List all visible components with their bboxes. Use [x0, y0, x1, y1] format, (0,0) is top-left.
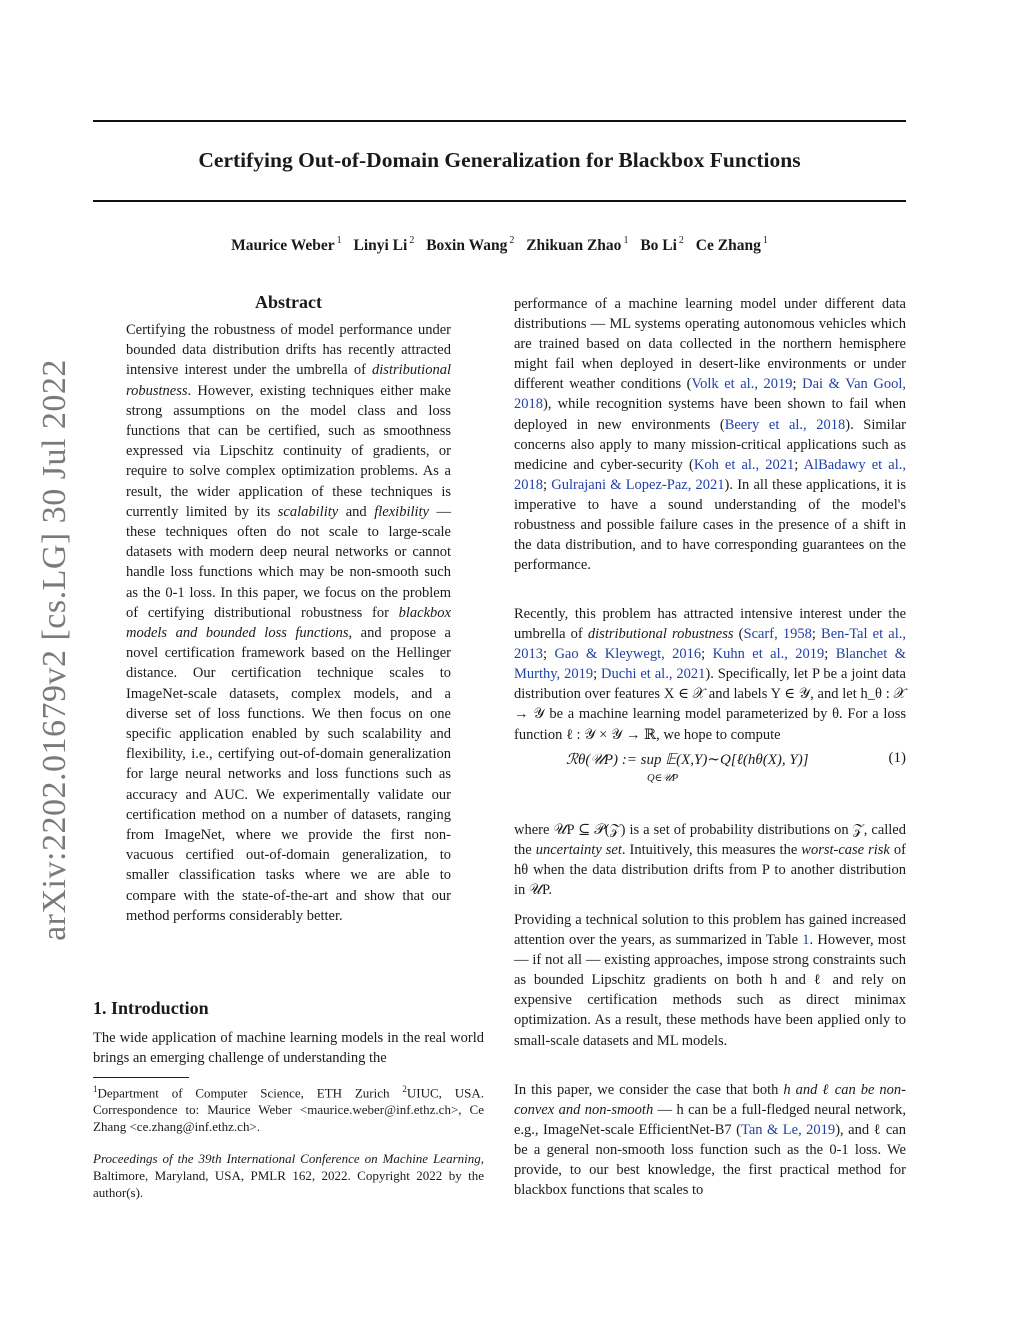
- equation-1: [514, 748, 906, 788]
- right-para-5: In this paper, we consider the case that both h and ℓ can be non-convex and non-smooth — h can be a full-fledged neural network, e.g., ImageNet-scale EfficientNet-B7 (Tan & Le, 2019), and ℓ can be a general non-smooth loss function such as the 0-1 loss. We provide, to our best knowledge, the first practical method for blackbox functions that scales to: [514, 1082, 907, 1199]
- author: Bo Li $^2$: [640, 235, 684, 255]
- introduction-text: The wide application of machine learning models in the real world brings an emerging challenge of understanding the: [93, 1030, 484, 1067]
- right-para-3: where 𝒰P ⊆ 𝒫(𝒵) is a set of probability distributions on 𝒵, called the uncertainty set. Intuitively, this measures the worst-case risk of hθ when the data distribution drifts from P to another distribution in 𝒰P.: [514, 822, 906, 899]
- right-para-1: performance of a machine learning model under different data distributions — ML systems operating autonomous vehicles which are trained based on data collected in the northern hemisphere might fail when deployed in desert-like environments or under different weather conditions (Volk et al., 2019; Dai & Van Gool, 2018), while recognition systems have been shown to fail when deployed in new environments (Beery et al., 2018). Similar concerns also apply to many mission-critical applications such as medicine and cyber-security (Koh et al., 2021; AlBadawy et al., 2018; Gulrajani & Lopez-Paz, 2021). In all these applications, it is imperative to have a sound understanding of the model's robustness and possible failure cases in the presence of a shift in the data distribution, and to have corresponding guarantees on the performance.: [514, 296, 907, 574]
- citation-link[interactable]: Gao & Kleywegt, 2016: [554, 646, 702, 663]
- table-reference-link[interactable]: 1: [802, 932, 810, 949]
- section-heading-introduction: 1. Introduction: [93, 998, 209, 1018]
- citation-link[interactable]: Gulrajani & Lopez-Paz, 2021: [551, 476, 725, 493]
- footnote-rule: [93, 1077, 189, 1078]
- citation-link[interactable]: Volk et al., 2019: [691, 376, 793, 393]
- abstract-heading: Abstract: [255, 292, 322, 312]
- title-bottom-rule: [93, 200, 906, 202]
- citation-link[interactable]: Duchi et al., 2021: [601, 666, 706, 683]
- abstract-body: Certifying the robustness of model performance under bounded data distribution drifts has recently attracted intensive interest under the umbrella of distributional robustness. However, existing techniques either make strong assumptions on the model class and loss functions that can be certified, such as smoothness expressed via Lipschitz continuity of gradients, or require to solve complex optimization problems. As a result, the wider application of these techniques is currently limited by its scalability and flexibility — these techniques often do not scale to large-scale datasets with modern deep neural networks or cannot handle loss functions which may be non-smooth such as the 0-1 loss. In this paper, we focus on the problem of certifying distributional robustness for blackbox models and bounded loss functions, and propose a novel certification framework based on the Hellinger distance. Our certification technique scales to ImageNet-scale datasets, complex models, and a diverse set of loss functions. We then focus on one specific application enabled by such scalability and flexibility, i.e., certifying out-of-domain generalization for large neural networks and loss functions such as accuracy and AUC. We experimentally validate our certification method on a number of datasets, ranging from ImageNet, where we provide the first non-vacuous certified out-of-domain generalization, to smaller classification tasks where we are able to compare with the state-of-the-art and show that our method performs considerably better.: [126, 322, 452, 924]
- author: Boxin Wang $^2$: [426, 235, 515, 255]
- citation-link[interactable]: AlBadawy et al., 2018: [514, 456, 906, 493]
- arxiv-stamp: arXiv:2202.01679v2 [cs.LG] 30 Jul 2022: [36, 359, 73, 941]
- citation-link[interactable]: Tan & Le, 2019: [740, 1122, 836, 1139]
- citation-link[interactable]: Scarf, 1958: [743, 626, 812, 643]
- author-list: [93, 236, 906, 255]
- right-para-4: Providing a technical solution to this problem has gained increased attention over the years, as summarized in Table 1. However, most — if not all — existing approaches, impose strong constraints such as bounded Lipschitz gradients on both h and ℓ and rely on expensive certification methods such as direct minimax optimization. As a result, these methods have been applied only to small-scale datasets and ML models.: [514, 912, 906, 1049]
- citation-link[interactable]: Blanchet & Murthy, 2019: [514, 646, 906, 683]
- citation-link[interactable]: Dai & Van Gool, 2018: [514, 376, 906, 413]
- right-para-2: Recently, this problem has attracted intensive interest under the umbrella of distributional robustness (Scarf, 1958; Ben-Tal et al., 2013; Gao & Kleywegt, 2016; Kuhn et al., 2019; Blanchet & Murthy, 2019; Duchi et al., 2021). Specifically, let P be a joint data distribution over features X ∈ 𝒳 and labels Y ∈ 𝒴, and let h_θ : 𝒳 → 𝒴 be a machine learning model parameterized by θ. For a loss function ℓ : 𝒴 × 𝒴 → ℝ, we hope to compute: [514, 606, 906, 743]
- author: Zhikuan Zhao $^1$: [526, 235, 629, 255]
- equation-body: ℛθ(𝒰P) := sup 𝔼(X,Y)∼Q[ℓ(hθ(X), Y)]: [566, 752, 809, 768]
- citation-link[interactable]: Ben-Tal et al., 2013: [514, 626, 906, 663]
- author: Linyi Li $^2$: [353, 235, 415, 255]
- author: Maurice Weber $^1$: [231, 235, 342, 255]
- citation-link[interactable]: Kuhn et al., 2019: [712, 646, 825, 663]
- paper-title: Certifying Out-of-Domain Generalization for Blackbox Functions: [198, 148, 801, 172]
- author: Ce Zhang $^1$: [695, 235, 768, 255]
- citation-link[interactable]: Beery et al., 2018: [724, 416, 846, 433]
- affiliation-footnotes: $^1$Department of Computer Science, ETH Zurich $^2$UIUC, USA. Correspondence to: Maurice Weber <maurice.weber@inf.ethz.ch>, Ce Zhang <ce.zhang@inf.ethz.ch>.: [93, 1084, 485, 1135]
- top-rule: [93, 120, 906, 122]
- citation-link[interactable]: Koh et al., 2021: [693, 456, 795, 473]
- equation-number: (1): [888, 750, 906, 766]
- equation-subscript: Q∈𝒰P: [647, 773, 679, 784]
- proceedings-note: Proceedings of the 39th International Conference on Machine Learning, Baltimore, Maryland, USA, PMLR 162, 2022. Copyright 2022 by the author(s).: [93, 1151, 484, 1200]
